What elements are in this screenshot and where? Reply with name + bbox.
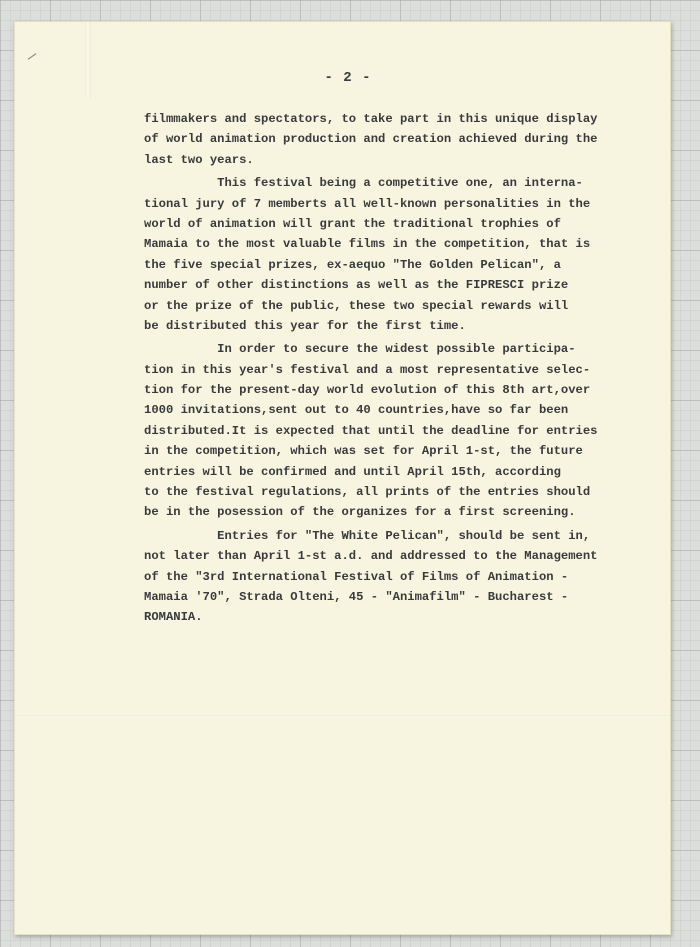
- text-line: This festival being a competitive one, an interna-: [144, 176, 583, 191]
- text-line: 1000 invitations,sent out to 40 countries,have so far been: [144, 403, 569, 418]
- text-line: be distributed this year for the first time.: [144, 318, 466, 333]
- paper-clip-mark: [85, 22, 91, 98]
- pencil-mark: [28, 53, 37, 60]
- text-line: or the prize of the public, these two special rewards will: [144, 298, 569, 313]
- paragraph-1: [144, 109, 659, 170]
- text-line: entries will be confirmed and until April 15th, according: [144, 464, 561, 479]
- text-line: tion in this year's festival and a most representative selec-: [144, 362, 591, 377]
- text-line: tion for the present-day world evolution of this 8th art,over: [144, 383, 591, 398]
- text-line: in the competition, which was set for April 1-st, the future: [144, 444, 583, 459]
- text-line: last two years.: [144, 152, 254, 167]
- text-line: filmmakers and spectators, to take part in this unique display: [144, 112, 598, 126]
- text-line: Mamaia '70", Strada Olteni, 45 - "Animafilm" - Bucharest -: [144, 589, 569, 604]
- text-line: number of other distinctions as well as the FIPRESCI prize: [144, 278, 569, 293]
- document-page: [14, 21, 671, 935]
- letter-body: [144, 109, 659, 628]
- text-line: to the festival regulations, all prints of the entries should: [144, 485, 591, 500]
- text-line: distributed.It is expected that until the deadline for entries: [144, 423, 598, 438]
- paper-fold-line: [15, 715, 670, 717]
- text-line: of the "3rd International Festival of Films of Animation -: [144, 569, 569, 584]
- text-line: In order to secure the widest possible participa-: [144, 342, 576, 357]
- paragraph-4: [144, 526, 659, 628]
- text-line: Mamaia to the most valuable films in the competition, that is: [144, 237, 591, 252]
- page-number: - 2 -: [324, 70, 372, 86]
- paragraph-2: [144, 173, 659, 336]
- text-line: of world animation production and creation achieved during the: [144, 132, 598, 147]
- text-line: be in the posession of the organizes for a first screening.: [144, 505, 576, 520]
- paragraph-3: [144, 339, 659, 523]
- text-line: not later than April 1-st a.d. and addressed to the Management: [144, 549, 598, 564]
- text-line: tional jury of 7 memberts all well-known personalities in the: [144, 196, 591, 211]
- text-line: the five special prizes, ex-aequo "The Golden Pelican", a: [144, 257, 561, 272]
- text-line: Entries for "The White Pelican", should be sent in,: [144, 528, 591, 543]
- text-line: world of animation will grant the traditional trophies of: [144, 216, 561, 231]
- text-line: ROMANIA.: [144, 610, 203, 625]
